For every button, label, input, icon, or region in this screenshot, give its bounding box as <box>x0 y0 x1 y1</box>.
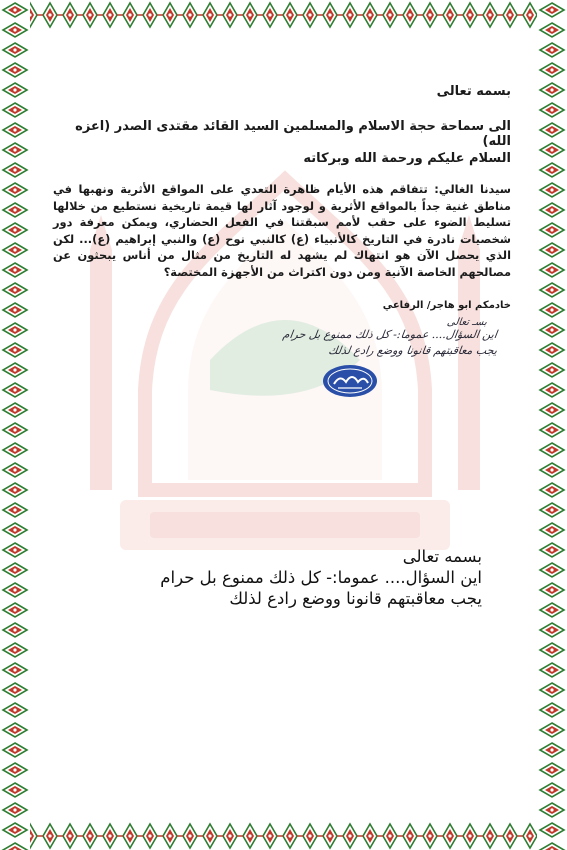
reply-line-3: يجب معاقبتهم قانونا ووضع رادع لذلك <box>229 589 482 608</box>
handwritten-line-1: بسـ تعالى <box>446 317 488 328</box>
office-seal-stamp <box>322 364 378 398</box>
letter-addressee: الى سماحة حجة الاسلام والمسلمين السيد القائد مقتدى الصدر (اعزه الله) <box>75 119 511 149</box>
letter-body: سيدنا الغالي: تتفاقم هذه الأيام ظاهرة التعدي على المواقع الأثرية ونهبها في مناطق غنية جداً بالمواقع الأثرية و لوجود آثار لها قيمة تاريخية نستطيع من خلالها تسليط الضوء على حقب لأمم سبقتنا في الفعل الحضاري، ويمكن معرفة دور شخصيات نادرة في التاريخ كالأنبياء (ع) كالنبي نوح (ع) والنبي إبراهيم (ع)... لكن الذي يحصل الآن هو انتهاك لم يشهد له التاريخ من مثال من أناس يبحثون عن مصالحهم الخاصة الآنية ومن دون اكتراث من الأجهزة المختصة؟ <box>53 182 511 279</box>
letter-greeting: السلام عليكم ورحمة الله وبركاته <box>303 151 511 166</box>
letter-signoff: خادمكم ابو هاجر/ الرفاعي <box>382 300 511 311</box>
decorative-border-right <box>537 0 567 850</box>
reply-line-2: اين السؤال.... عموما:- كل ذلك ممنوع بل حرام <box>160 568 482 587</box>
handwritten-line-2: اين السؤال.... عموما:- كل ذلك ممنوع بل حرام <box>281 328 498 341</box>
decorative-border-bottom <box>0 822 567 850</box>
decorative-border-left <box>0 0 30 850</box>
decorative-border-top <box>0 0 567 30</box>
handwritten-line-3: يجب معاقبتهم قانونا ووضع رادع لذلك <box>327 344 498 357</box>
reply-line-1: بسمه تعالى <box>402 547 482 566</box>
letter-salutation: بسمه تعالى <box>436 84 511 99</box>
